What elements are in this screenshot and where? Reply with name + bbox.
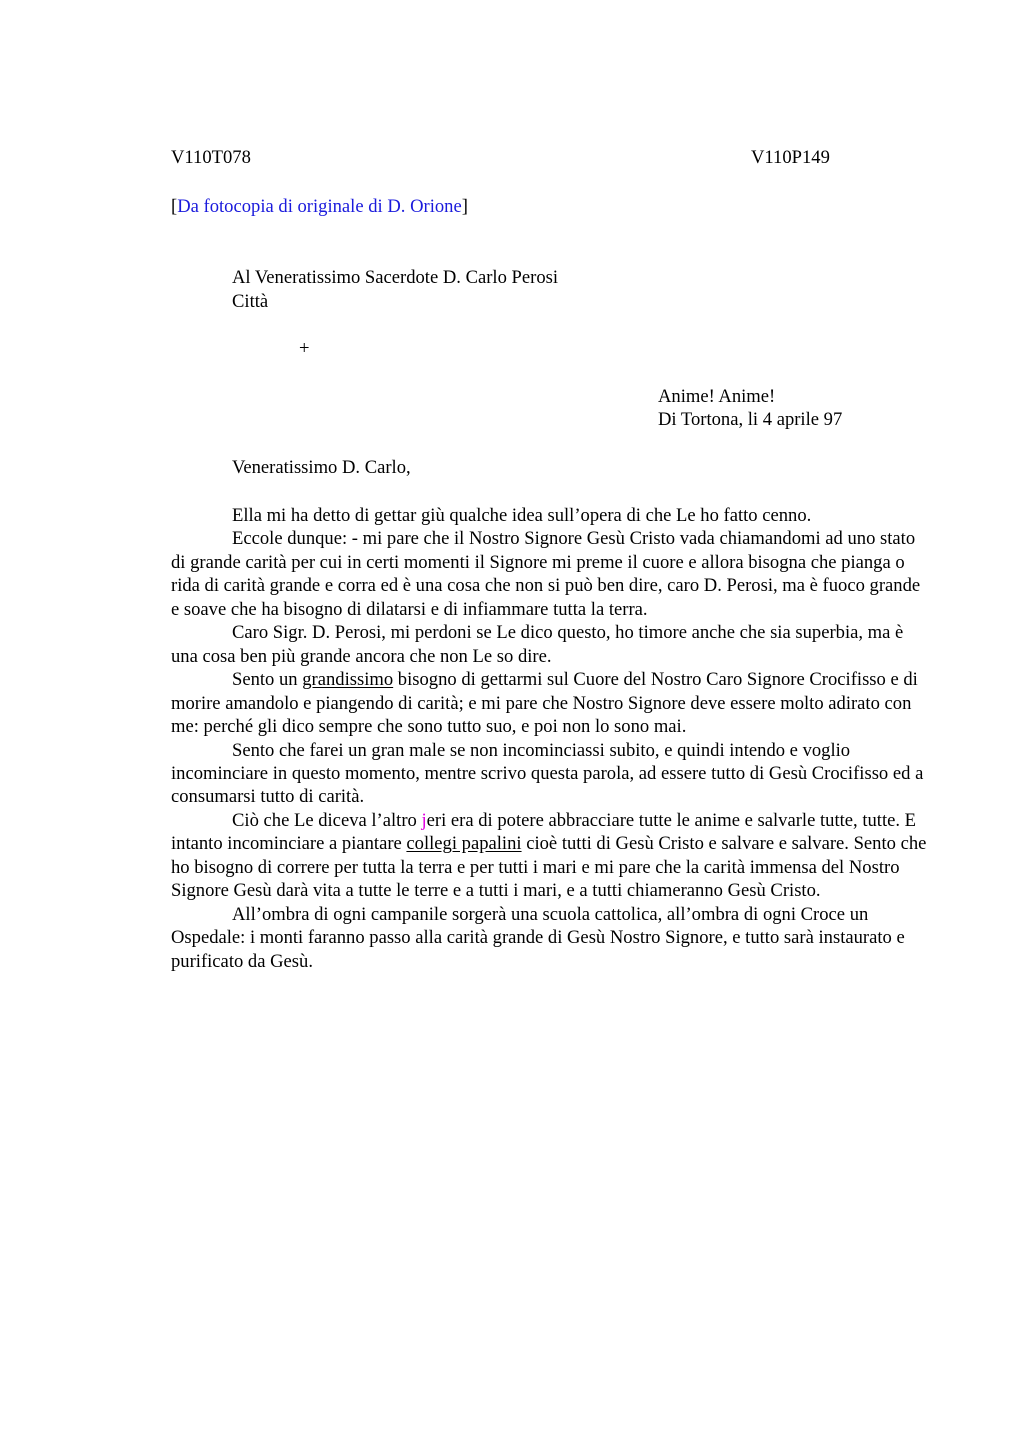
header-left-code: V110T078 <box>171 147 251 168</box>
dateline-place-date: Di Tortona, li 4 aprile 97 <box>658 409 843 430</box>
source-note <box>171 195 468 219</box>
paragraph-6-start: Ciò che Le diceva l’altro <box>232 809 422 831</box>
header-right-code: V110P149 <box>751 147 830 168</box>
source-note-text: Da fotocopia di originale di D. Orione <box>177 196 462 217</box>
salutation: Veneratissimo D. Carlo, <box>232 457 411 478</box>
address-line-2: Città <box>232 291 269 312</box>
address-line-1: Al Veneratissimo Sacerdote D. Carlo Perosi <box>232 267 559 288</box>
paragraph-4-start: Sento un <box>232 669 303 691</box>
highlighted-letter-j: j <box>421 809 427 831</box>
underlined-collegi-papalini: collegi papalini <box>406 833 522 855</box>
paragraph-5: Sento che farei un gran male se non incominciassi subito, e quindi intendo e voglio incominciare in questo momento, mentre scrivo questa parola, ad essere tutto di Gesù Crocifisso ed a consumarsi tutto di carità. <box>171 739 924 808</box>
paragraph-3: Caro Sigr. D. Perosi, mi perdoni se Le dico questo, ho timore anche che sia superbia, ma è una cosa ben più grande ancora che non Le so dire. <box>171 622 904 667</box>
paragraph-1: Ella mi ha detto di gettar giù qualche idea sull’opera di che Le ho fatto cenno. <box>232 505 812 526</box>
underlined-grandissimo: grandissimo <box>302 669 394 691</box>
paragraph-6-middle: eri era di potere abbracciare tutte le anime e salvarle tutte, tutte. E intanto incominciare a piantare <box>171 809 917 855</box>
cross-symbol: + <box>299 338 310 359</box>
paragraph-4 <box>171 668 931 738</box>
paragraph-2: Eccole dunque: - mi pare che il Nostro Signore Gesù Cristo vada chiamandomi ad uno stato di grande carità per cui in certi momenti il Signore mi preme il cuore e allora bisogna che pianga o rida di carità grande e corra ed è una cosa che non si può ben dire, caro D. Perosi, ma è fuoco grande e soave che ha bisogno di dilatarsi e di infiammare tutta la terra. <box>171 528 921 620</box>
source-note-close-bracket: ] <box>461 196 468 217</box>
paragraph-6 <box>171 809 931 903</box>
dateline-motto: Anime! Anime! <box>658 386 776 407</box>
paragraph-6-end: cioè tutti di Gesù Cristo e salvare e salvare. Sento che ho bisogno di correre per tutta la terra e per tutti i mari e mi pare che la carità immensa del Nostro Signore Gesù darà vita a tutte le terre e a tutti i mari, e a tutti chiameranno Gesù Cristo. <box>171 833 927 902</box>
letter-body <box>171 504 931 973</box>
source-note-open-bracket: [ <box>171 196 178 217</box>
paragraph-4-rest: bisogno di gettarmi sul Cuore del Nostro Caro Signore Crocifisso e di morire amandolo e piangendo di carità; e mi pare che Nostro Signore deve essere molto adirato con me: perché gli dico sempre che sono tutto suo, e poi non lo sono mai. <box>171 669 918 738</box>
paragraph-7: All’ombra di ogni campanile sorgerà una scuola cattolica, all’ombra di ogni Croce un Ospedale: i monti faranno passo alla carità grande di Gesù Nostro Signore, e tutto sarà instaurato e purificato da Gesù. <box>171 903 905 972</box>
